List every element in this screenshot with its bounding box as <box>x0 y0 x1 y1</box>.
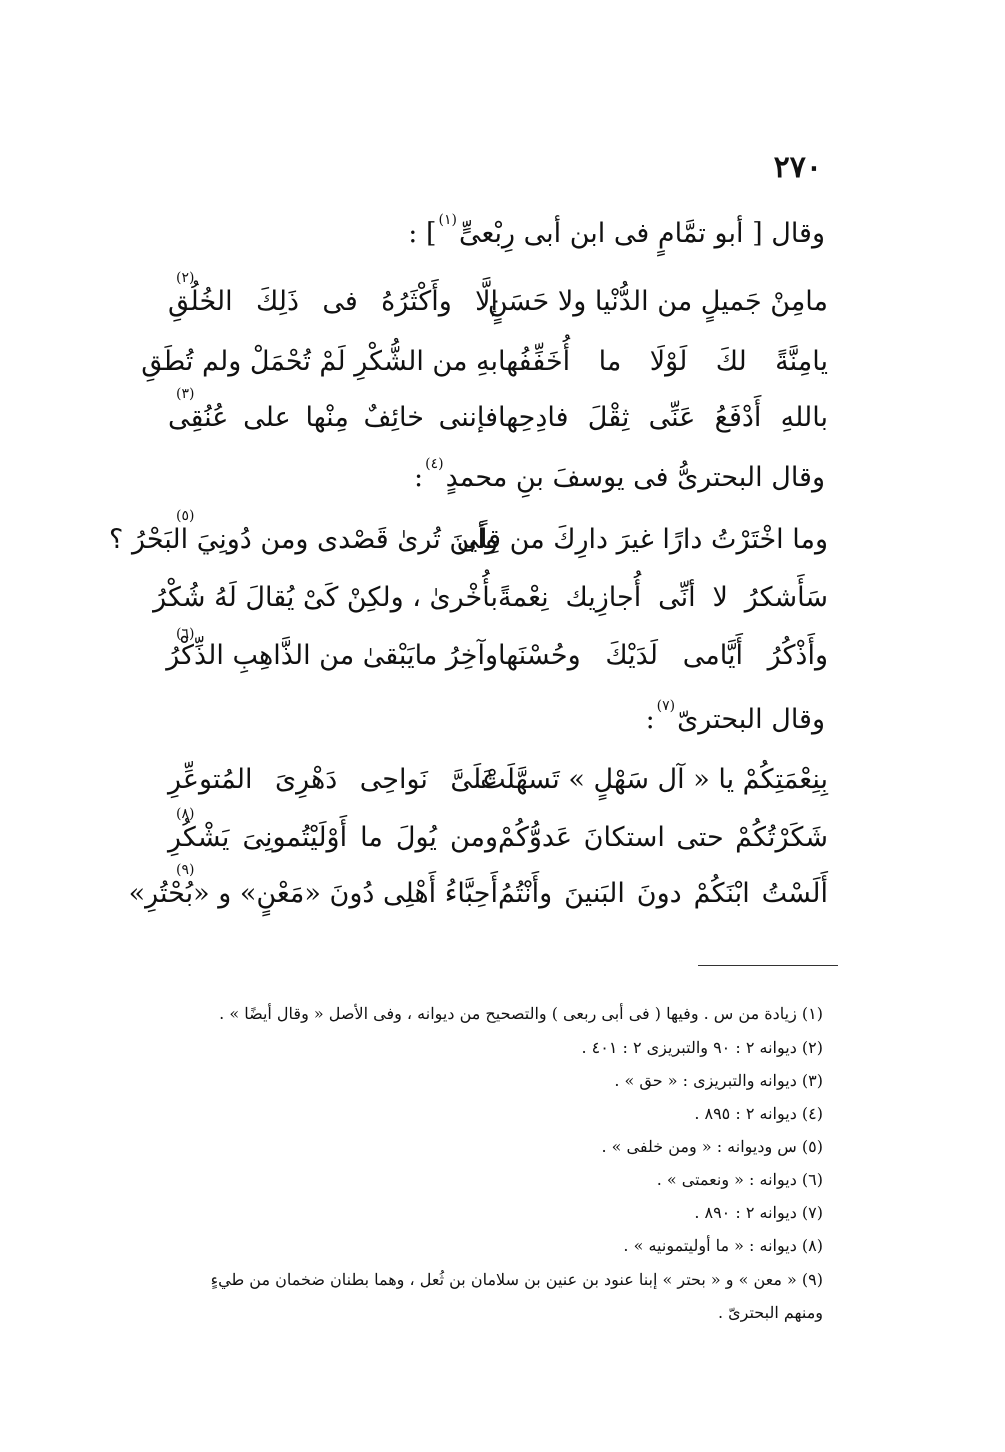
section-heading <box>305 456 825 493</box>
verse-line <box>128 878 828 926</box>
verse-first-hemistich: أَلَسْتُ ابْنَكُمْ دونَ البَنينَ وأَنْتُمُ <box>498 878 828 909</box>
footnote-marker: (٥) <box>176 508 195 524</box>
footnote: (٤) ديوانه ٢ : ٨٩٥ . <box>694 1104 823 1123</box>
verse-line <box>168 822 828 870</box>
page-number: ٢٧٠ <box>773 150 822 185</box>
verse-line <box>168 764 828 812</box>
section-heading <box>305 698 825 735</box>
footnote-marker: (٨) <box>176 806 195 822</box>
footnote-marker: (٩) <box>176 862 195 878</box>
heading-text: وقال البحترىُّ فى يوسفَ بنِ محمدٍ <box>445 462 825 493</box>
section-heading <box>305 212 825 249</box>
footnote-marker: (٣) <box>176 386 195 402</box>
verse-first-hemistich: مامِنْ جَميلٍ من الدُّنْيا ولا حَسَنٍ <box>487 286 828 317</box>
heading-text: : <box>414 462 424 493</box>
footnote-marker: (٢) <box>176 270 195 286</box>
verse-second-hemistich: فإننى خائِفٌ مِنْها على عُنُقِى <box>168 402 498 433</box>
verse-line <box>109 524 828 572</box>
footnote: (٥) س وديوانه : « ومن خلفى » . <box>601 1137 823 1156</box>
verse-first-hemistich: باللهِ أَدْفَعُ عَنِّى ثِقْلَ فادِحِها <box>498 402 828 433</box>
heading-text: : <box>645 704 655 735</box>
footnote-marker: (١) <box>438 212 457 228</box>
footnote-marker: (٧) <box>656 698 676 714</box>
footnote: (٣) ديوانه والتبريزى : « حق » . <box>614 1071 823 1090</box>
footnote-marker: (٤) <box>425 456 444 472</box>
verse-second-hemistich: أَحِبَّاءُ أَهْلِى دُونَ «مَعْنٍ» و «بُحْتُرِ» <box>128 878 498 909</box>
footnote: (٦) ديوانه : « ونعمتى » . <box>656 1170 823 1189</box>
footnote: ومنهم البحترىّ . <box>717 1303 823 1322</box>
verse-second-hemistich: إلَّا وأَكْثَرُهُ فى ذَلِكَ الخُلُقِ <box>168 286 498 317</box>
verse-first-hemistich: وأَذْكُرُ أَيَّامى لَدَيْكَ وحُسْنَها <box>498 640 828 671</box>
verse-second-hemistich: وأينَ تُرىٰ قَصْدى ومن دُونِيَ البَحْرُ ؟ <box>109 524 498 555</box>
verse-first-hemistich: سَأَشكرُ لا أنِّى أُجازِيك نِعْمةً <box>498 582 828 613</box>
verse-second-hemistich: بهِ من الشُّكْرِ لَمْ تُحْمَلْ ولم تُطَقِ <box>141 346 498 377</box>
heading-text: ] : <box>408 218 437 249</box>
footnote: (٢) ديوانه ٢ : ٩٠ والتبريزى ٢ : ٤٠١ . <box>581 1038 823 1057</box>
heading-text: وقال [ أبو تمَّامٍ فى ابن أبى رِبْعىٍّ <box>458 218 825 249</box>
verse-line <box>168 640 828 688</box>
verse-line <box>153 582 828 630</box>
footnote: (٨) ديوانه : « ما أوليتمونيه » . <box>623 1236 823 1255</box>
verse-second-hemistich: عَلَىَّ نَواحِى دَهْرِىَ المُتوعِّرِ <box>168 764 498 795</box>
footnote: (٧) ديوانه ٢ : ٨٩٠ . <box>694 1203 823 1222</box>
verse-line <box>141 346 828 394</box>
footnote-separator <box>698 965 838 966</box>
verse-first-hemistich: وما اخْتَرْتُ دارًا غيرَ دارِكَ من قِلًى <box>456 524 828 555</box>
footnote: (٩) « معن » و « بحتر » إبنا عنود بن عنين بن سلامان بن ثُعل ، وهما بطنان ضخمان من طيءٍ <box>210 1270 823 1289</box>
heading-text: وقال البحترىّ <box>677 704 825 735</box>
verse-line <box>168 286 828 334</box>
verse-first-hemistich: يامِنَّةً لكَ لَوْلَا ما أُخَفِّفُها <box>498 346 828 377</box>
verse-first-hemistich: شَكَرْتُكُمْ حتى استكانَ عَدوُّكُمْ <box>498 822 828 853</box>
footnote: (١) زيادة من س . وفيها ( فى أبى ربعى ) والتصحيح من ديوانه ، وفى الأصل « وقال أيضًا » . <box>219 1004 823 1023</box>
verse-line <box>168 402 828 450</box>
verse-second-hemistich: بأُخْرىٰ ، ولكِنْ كَىْ يُقالَ لَهُ شُكْرُ <box>153 582 498 613</box>
footnote-marker: (٦) <box>176 626 195 642</box>
verse-second-hemistich: ومن يُولَ ما أَوْلَيْتُمونِىَ يَشْكُرِ <box>168 822 498 853</box>
verse-first-hemistich: بِنِعْمَتِكُمْ يا « آل سَهْلٍ » تَسهَّلَتْ <box>480 764 828 795</box>
verse-second-hemistich: وآخِرُ مايَبْقىٰ من الذَّاهِبِ الذِّكْرُ <box>166 640 498 671</box>
